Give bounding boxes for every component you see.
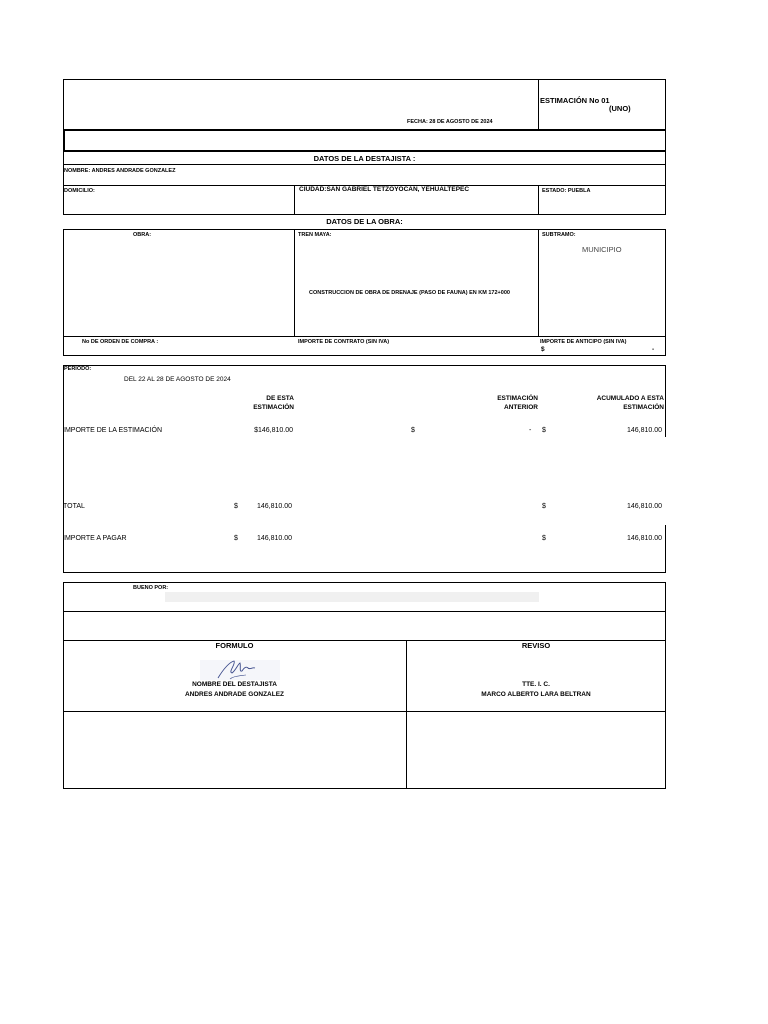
pagar-esta-currency: $ xyxy=(234,535,238,542)
importe-acum-value: 146,810.00 xyxy=(626,427,662,434)
signatures-divider xyxy=(406,640,407,789)
destajista-title: DATOS DE LA DESTAJISTA : xyxy=(313,154,416,163)
periodo-label: PERIODO: xyxy=(64,366,92,372)
pagar-acum-currency: $ xyxy=(542,535,546,542)
obra-title: DATOS DE LA OBRA: xyxy=(326,217,403,226)
importe-acum-currency: $ xyxy=(542,427,546,434)
bueno-por-label: BUENO POR: xyxy=(133,585,169,591)
blank-bar xyxy=(63,130,666,151)
reviso-title: REVISO xyxy=(521,641,551,650)
importe-ant-currency: $ xyxy=(411,427,415,434)
domicilio: DOMICILIO: xyxy=(64,188,95,194)
total-label: TOTAL xyxy=(63,503,85,510)
nombre-destajista: NOMBRE: ANDRES ANDRADE GONZALEZ xyxy=(64,168,176,174)
total-acum-value: 146,810.00 xyxy=(626,503,662,510)
fecha: FECHA: 28 DE AGOSTO DE 2024 xyxy=(407,119,493,125)
municipio: MUNICIPIO xyxy=(582,245,622,254)
importe-ant-value: - xyxy=(529,427,532,434)
signature-image xyxy=(200,658,280,682)
col-acum-1: ACUMULADO A ESTA xyxy=(596,395,664,402)
periodo-right-border-bottom xyxy=(665,525,666,573)
col-esta-1: DE ESTA xyxy=(266,395,294,402)
destajista-divider-1 xyxy=(294,185,295,215)
subtramo-label: SUBTRAMO: xyxy=(542,232,576,238)
col-acum-2: ESTIMACIÓN xyxy=(623,404,664,411)
periodo-value: DEL 22 AL 28 DE AGOSTO DE 2024 xyxy=(124,376,231,383)
periodo-right-border-top xyxy=(665,365,666,437)
header-divider xyxy=(538,79,539,130)
obra-label: OBRA: xyxy=(133,232,152,238)
left-signer-line2: ANDRES ANDRADE GONZALEZ xyxy=(184,691,285,698)
importe-esta: $146,810.00 xyxy=(254,427,293,434)
estado: ESTADO: PUEBLA xyxy=(542,188,591,194)
bueno-por-field xyxy=(165,592,539,602)
pagar-label: IMPORTE A PAGAR xyxy=(63,535,127,542)
left-signer-line1: NOMBRE DEL DESTAJISTA xyxy=(192,681,277,688)
pagar-acum-value: 146,810.00 xyxy=(626,535,662,542)
signatures-line-1 xyxy=(63,611,666,612)
estimacion-words: (UNO) xyxy=(609,104,631,113)
total-acum-currency: $ xyxy=(542,503,546,510)
right-signer-line2: MARCO ALBERTO LARA BELTRAN xyxy=(481,691,591,698)
estimacion-label: ESTIMACIÓN No 01 xyxy=(540,96,610,105)
anticipo-currency: $ xyxy=(541,346,545,353)
anticipo-value: - xyxy=(652,346,655,353)
formulo-title: FORMULO xyxy=(215,641,254,650)
importe-contrato: IMPORTE DE CONTRATO (SIN IVA) xyxy=(298,339,390,345)
obra-descripcion: CONSTRUCCION DE OBRA DE DRENAJE (PASO DE FAUNA) EN KM 172+000 xyxy=(309,290,510,296)
orden-compra: No DE ORDEN DE COMPRA : xyxy=(82,339,159,345)
obra-divider-2 xyxy=(538,229,539,336)
obra-line xyxy=(63,336,666,337)
destajista-divider-2 xyxy=(538,185,539,215)
col-anterior-1: ESTIMACIÓN xyxy=(497,395,538,402)
col-esta-2: ESTIMACIÓN xyxy=(253,404,294,411)
importe-label: IMPORTE DE LA ESTIMACIÓN xyxy=(63,427,163,434)
importe-anticipo: IMPORTE DE ANTICIPO (SIN IVA) xyxy=(540,339,627,345)
total-esta-currency: $ xyxy=(234,503,238,510)
col-anterior-2: ANTERIOR xyxy=(504,404,538,411)
tren-maya-label: TREN MAYA: xyxy=(298,232,332,238)
pagar-esta-value: 146,810.00 xyxy=(256,535,292,542)
ciudad: CIUDAD:SAN GABRIEL TETZOYOCAN, YEHUALTEPEC xyxy=(299,186,470,193)
right-signer-line1: TTE. I. C. xyxy=(522,681,550,688)
total-esta-value: 146,810.00 xyxy=(256,503,292,510)
obra-divider-1 xyxy=(294,229,295,336)
signatures-line-3 xyxy=(63,711,666,712)
destajista-line-1 xyxy=(63,164,666,165)
